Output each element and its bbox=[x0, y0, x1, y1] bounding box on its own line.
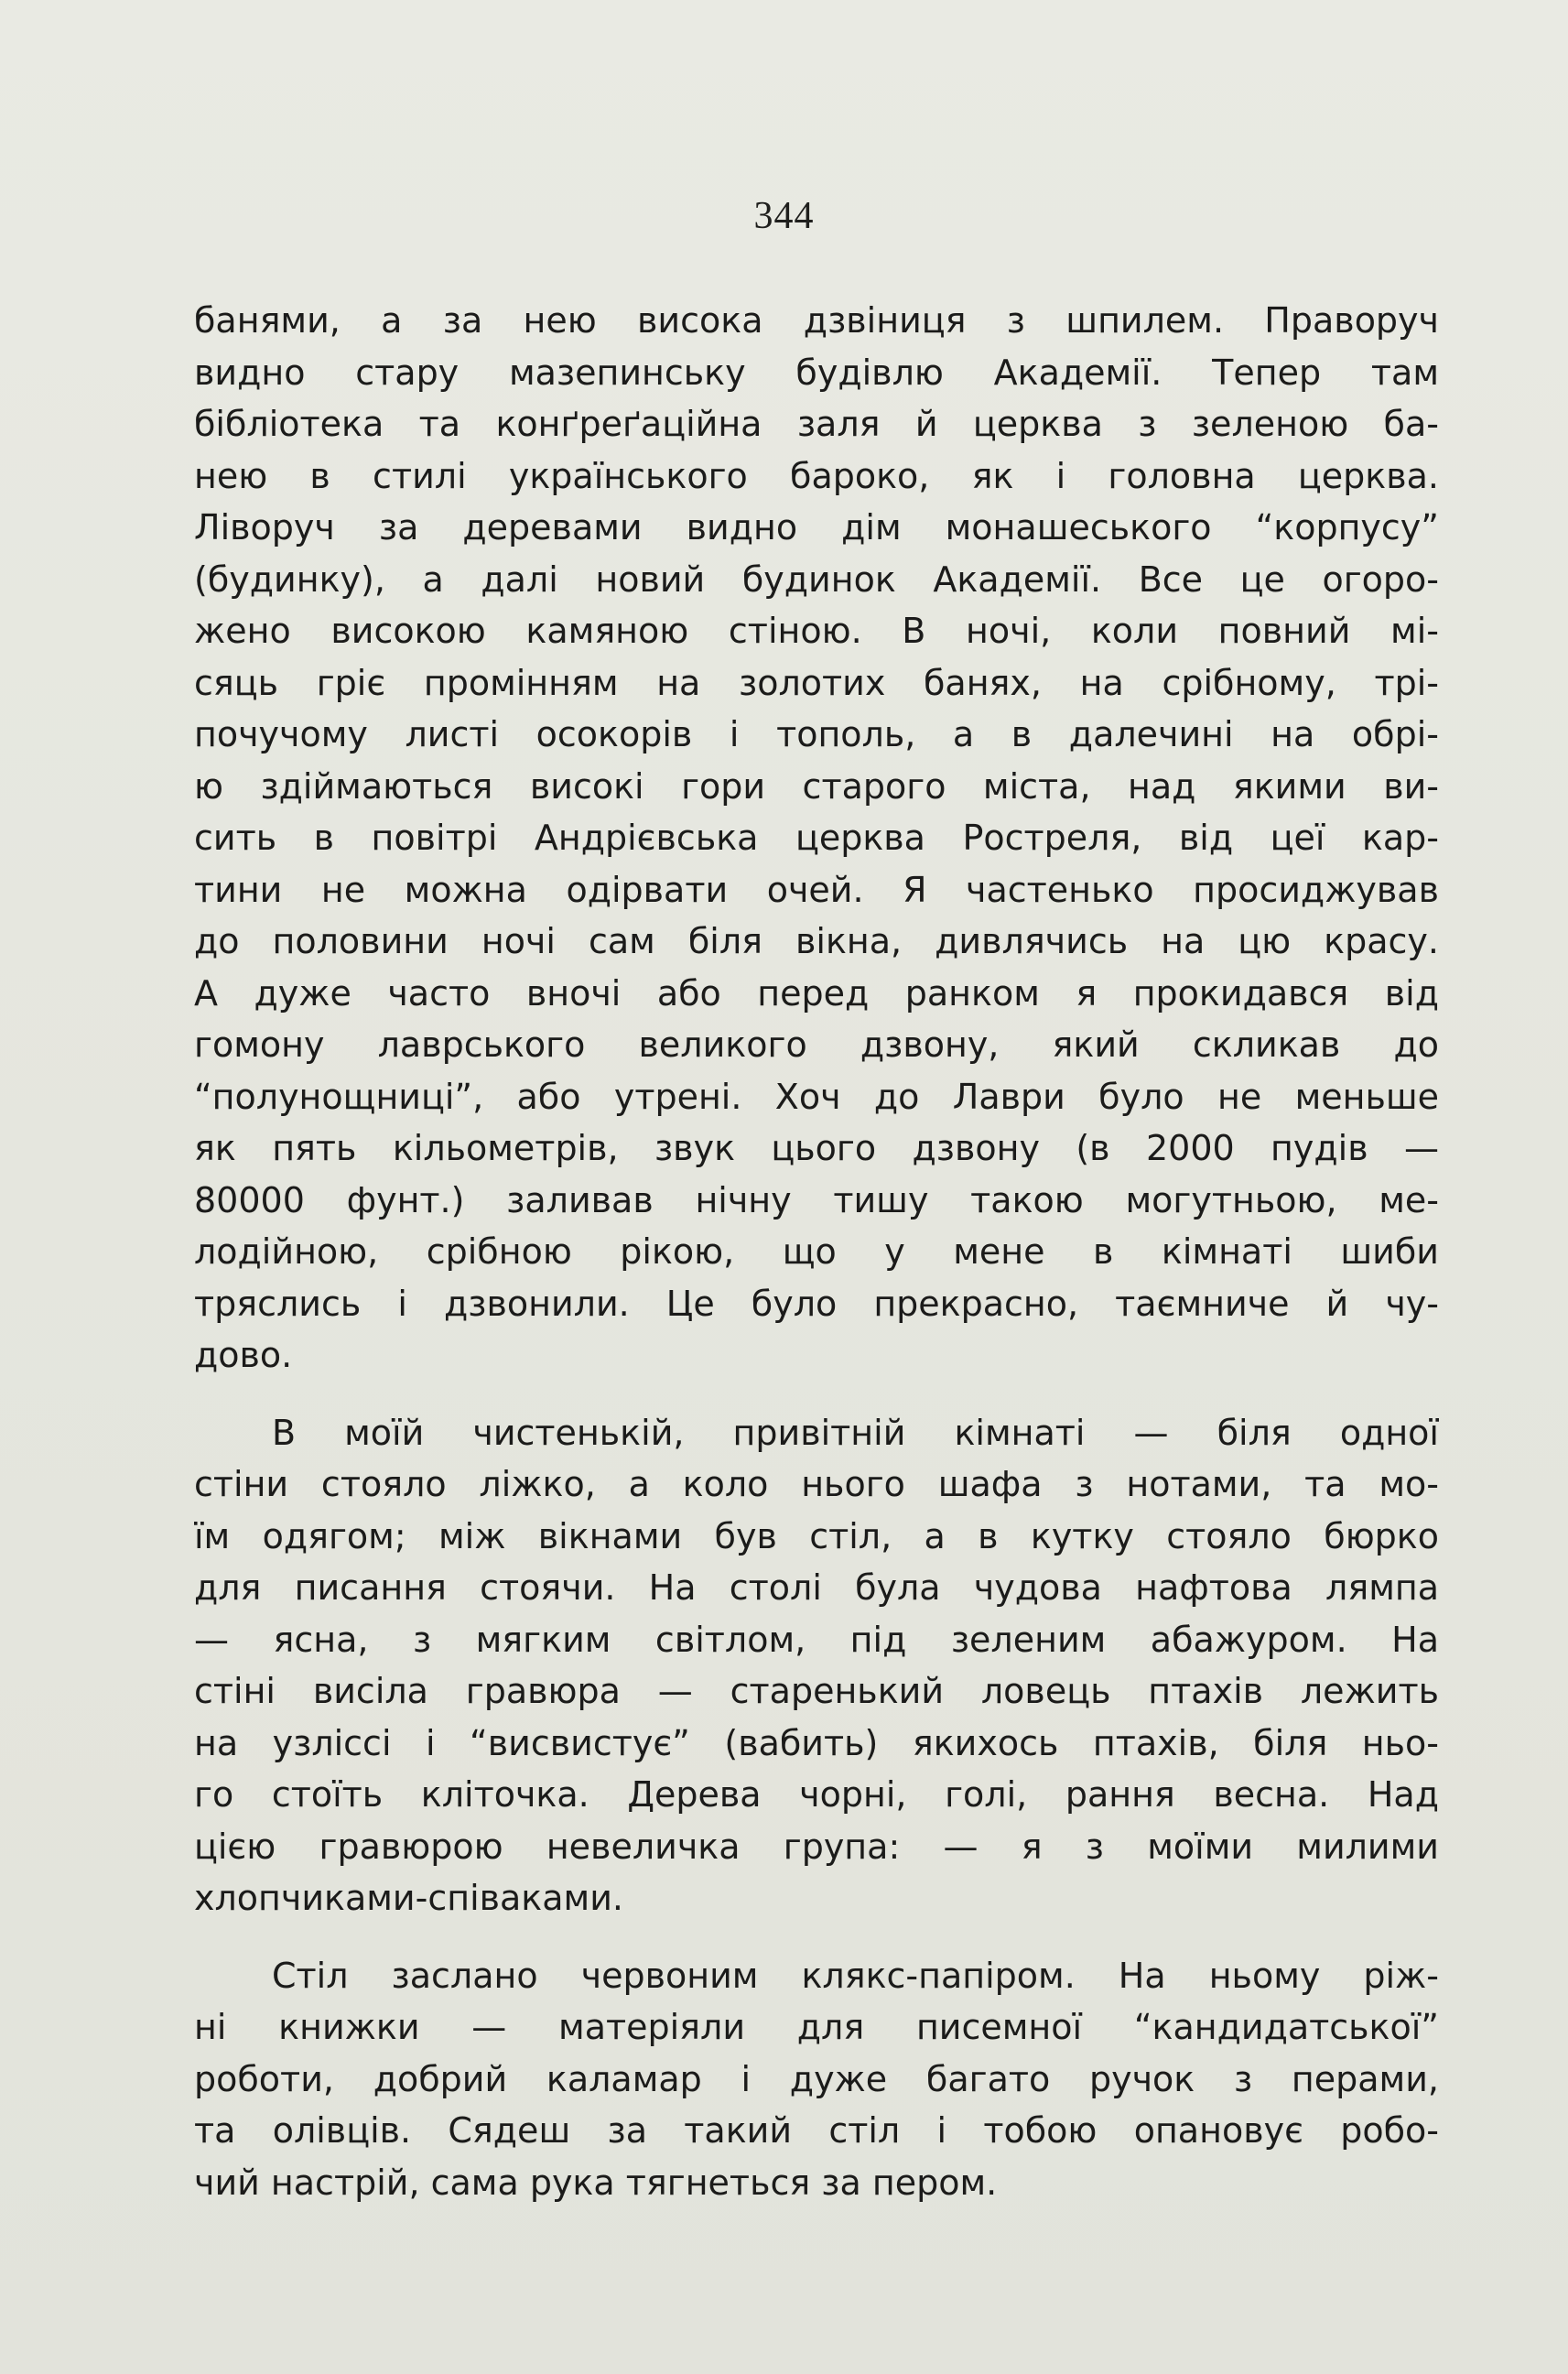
text-line: роботи, добрий каламар і дуже багато ручок з перами, bbox=[194, 2058, 1439, 2099]
text-line: на узліссі і “висвистує” (вабить) якихось птахів, біля ньо- bbox=[194, 1722, 1439, 1763]
text-line: стіні висіла гравюра — старенький ловець птахів лежить bbox=[194, 1671, 1439, 1711]
text-line: їм одягом; між вікнами був стіл, а в кутку стояло бюрко bbox=[194, 1515, 1439, 1556]
text-line: (будинку), а далі новий будинок Академії. Все це огоро- bbox=[194, 558, 1439, 600]
text-line: та олівців. Сядеш за такий стіл і тобою опановує робо- bbox=[194, 2110, 1439, 2151]
paragraph bbox=[194, 1407, 1439, 1924]
text-line: А дуже часто вночі або перед ранком я прокидався від bbox=[194, 972, 1439, 1014]
paragraph-gap bbox=[194, 1924, 1439, 1950]
text-line: банями, а за нею висока дзвіниця з шпилем. Праворуч bbox=[194, 300, 1439, 341]
text-line: В моїй чистенькій, привітній кімнаті — біля одної bbox=[272, 1412, 1439, 1453]
paragraph-gap bbox=[194, 1382, 1439, 1407]
text-line: стіни стояло ліжко, а коло нього шафа з нотами, та мо- bbox=[194, 1464, 1439, 1504]
text-line: ні книжки — матеріяли для писемної “кандидатської” bbox=[194, 2007, 1439, 2047]
text-line: чий настрій, сама рука тягнеться за пером. bbox=[194, 2162, 998, 2203]
text-line: хлопчиками-співаками. bbox=[194, 1878, 623, 1918]
text-line: Ліворуч за деревами видно дім монашеського “корпусу” bbox=[194, 507, 1439, 547]
text-line: як пять кільометрів, звук цього дзвону (в 2000 пудів — bbox=[194, 1128, 1439, 1168]
text-line: лодійною, срібною рікою, що у мене в кімнаті шиби bbox=[194, 1231, 1439, 1272]
text-line: го стоїть кліточка. Дерева чорні, голі, рання весна. Над bbox=[194, 1774, 1439, 1815]
text-line: видно стару мазепинську будівлю Академії. Тепер там bbox=[194, 352, 1439, 393]
text-line: Стіл заслано червоним клякс-папіром. На ньому ріж- bbox=[272, 1955, 1439, 1996]
text-line: ю здіймаються високі гори старого міста, над якими ви- bbox=[194, 765, 1439, 807]
body-text bbox=[194, 295, 1439, 2208]
text-line: сяць гріє промінням на золотих банях, на срібному, трі- bbox=[194, 662, 1439, 703]
text-line: тряслись і дзвонили. Це було прекрасно, таємниче й чу- bbox=[194, 1283, 1439, 1324]
page-number: 344 bbox=[753, 195, 815, 237]
text-line: цією гравюрою невеличка група: — я з моїми милими bbox=[194, 1826, 1439, 1867]
text-line: до половини ночі сам біля вікна, дивлячись на цю красу. bbox=[194, 921, 1439, 961]
text-line: “полунощниці”, або утрені. Хоч до Лаври було не меньше bbox=[194, 1076, 1439, 1117]
text-line: бібліотека та конґреґаційна заля й церква з зеленою ба- bbox=[194, 404, 1439, 444]
text-line: 80000 фунт.) заливав нічну тишу такою могутньою, ме- bbox=[194, 1179, 1439, 1220]
text-line: гомону лаврського великого дзвону, який скликав до bbox=[194, 1024, 1439, 1065]
text-line: почучому листі осокорів і тополь, а в далечині на обрі- bbox=[194, 714, 1439, 754]
text-line: жено високою камяною стіною. В ночі, коли повний мі- bbox=[194, 611, 1439, 651]
text-line: нею в стилі українського бароко, як і головна церква. bbox=[194, 455, 1439, 496]
text-line: дово. bbox=[194, 1335, 293, 1375]
paragraph bbox=[194, 295, 1439, 1382]
text-line: для писання стоячи. На столі була чудова нафтова лямпа bbox=[194, 1567, 1439, 1608]
paragraph bbox=[194, 1950, 1439, 2209]
text-line: тини не можна одірвати очей. Я частенько просиджував bbox=[194, 869, 1439, 910]
text-line: сить в повітрі Андрієвська церква Ростреля, від цеї кар- bbox=[194, 818, 1439, 858]
text-line: — ясна, з мягким світлом, під зеленим абажуром. На bbox=[194, 1619, 1439, 1660]
